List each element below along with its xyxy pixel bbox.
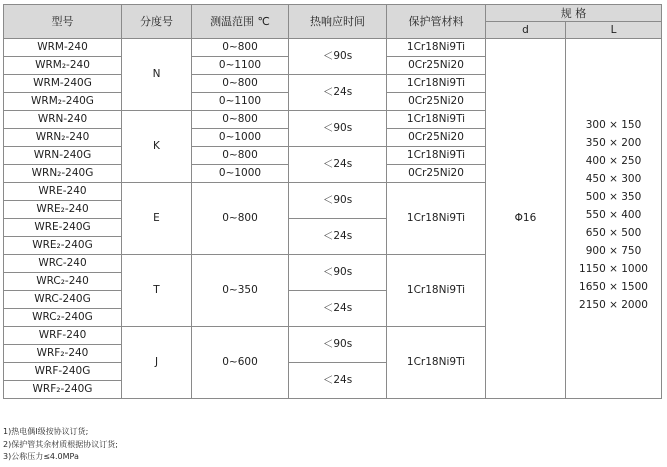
range-cell: 0~800 — [192, 75, 289, 93]
material-cell: 0Cr25Ni20 — [387, 165, 486, 183]
material-cell: 1Cr18Ni9Ti — [387, 75, 486, 93]
response-cell: ＜24s — [289, 75, 387, 111]
footnote: 1)热电偶Ⅰ级按协议订货; — [3, 427, 89, 436]
model-cell: WRM-240G — [4, 75, 122, 93]
model-cell: WRN₂-240G — [4, 165, 122, 183]
response-cell: ＜90s — [289, 39, 387, 75]
length-item: 2150 × 2000 — [579, 298, 648, 311]
range-cell: 0~800 — [192, 183, 289, 255]
model-cell: WRF₂-240 — [4, 345, 122, 363]
material-cell: 1Cr18Ni9Ti — [387, 255, 486, 327]
material-cell: 1Cr18Ni9Ti — [387, 183, 486, 255]
header-graduation: 分度号 — [122, 5, 192, 39]
graduation-cell: K — [122, 111, 192, 183]
range-cell: 0~600 — [192, 327, 289, 399]
model-cell: WRE-240G — [4, 219, 122, 237]
range-cell: 0~350 — [192, 255, 289, 327]
model-cell: WRF₂-240G — [4, 381, 122, 399]
header-material: 保护管材料 — [387, 5, 486, 39]
header-d: d — [486, 22, 566, 39]
length-item: 500 × 350 — [585, 190, 642, 203]
model-cell: WRE₂-240 — [4, 201, 122, 219]
length-item: 450 × 300 — [585, 172, 642, 185]
material-cell: 1Cr18Ni9Ti — [387, 327, 486, 399]
length-item: 350 × 200 — [585, 136, 642, 149]
model-cell: WRC-240G — [4, 291, 122, 309]
response-cell: ＜24s — [289, 291, 387, 327]
range-cell: 0~800 — [192, 111, 289, 129]
material-cell: 0Cr25Ni20 — [387, 57, 486, 75]
header-response: 热响应时间 — [289, 5, 387, 39]
response-cell: ＜24s — [289, 363, 387, 399]
range-cell: 0~1100 — [192, 57, 289, 75]
header-model: 型号 — [4, 5, 122, 39]
diameter-cell: Φ16 — [486, 39, 566, 399]
model-cell: WRF-240 — [4, 327, 122, 345]
material-cell: 1Cr18Ni9Ti — [387, 39, 486, 57]
material-cell: 0Cr25Ni20 — [387, 129, 486, 147]
range-cell: 0~800 — [192, 39, 289, 57]
range-cell: 0~800 — [192, 147, 289, 165]
model-cell: WRN₂-240 — [4, 129, 122, 147]
range-cell: 0~1000 — [192, 165, 289, 183]
range-cell: 0~1000 — [192, 129, 289, 147]
range-cell: 0~1100 — [192, 93, 289, 111]
header-L: L — [566, 22, 662, 39]
length-item: 1650 × 1500 — [579, 280, 648, 293]
model-cell: WRC₂-240G — [4, 309, 122, 327]
model-cell: WRN-240 — [4, 111, 122, 129]
model-cell: WRF-240G — [4, 363, 122, 381]
model-cell: WRC-240 — [4, 255, 122, 273]
graduation-cell: T — [122, 255, 192, 327]
material-cell: 0Cr25Ni20 — [387, 93, 486, 111]
material-cell: 1Cr18Ni9Ti — [387, 111, 486, 129]
response-cell: ＜24s — [289, 219, 387, 255]
length-list — [566, 120, 661, 318]
header-spec: 规 格 — [486, 5, 662, 22]
spec-table-body — [4, 39, 662, 399]
model-cell: WRE-240 — [4, 183, 122, 201]
response-cell: ＜24s — [289, 147, 387, 183]
footnote: 3)公称压力≤4.0MPa — [3, 452, 79, 461]
graduation-cell: N — [122, 39, 192, 111]
length-list-cell — [566, 39, 662, 399]
response-cell: ＜90s — [289, 111, 387, 147]
footnote: 2)保护管其余材质根据协议订货; — [3, 439, 118, 449]
length-item: 1150 × 1000 — [579, 262, 648, 275]
response-cell: ＜90s — [289, 327, 387, 363]
response-cell: ＜90s — [289, 255, 387, 291]
header-range: 测温范围 ℃ — [192, 5, 289, 39]
length-item: 300 × 150 — [585, 118, 642, 131]
model-cell: WRC₂-240 — [4, 273, 122, 291]
length-item: 550 × 400 — [585, 208, 642, 221]
spec-table — [3, 4, 662, 399]
graduation-cell: J — [122, 327, 192, 399]
graduation-cell: E — [122, 183, 192, 255]
model-cell: WRN-240G — [4, 147, 122, 165]
model-cell: WRM-240 — [4, 39, 122, 57]
length-item: 400 × 250 — [585, 154, 642, 167]
table-row — [4, 39, 662, 57]
model-cell: WRM₂-240 — [4, 57, 122, 75]
footnotes — [3, 426, 118, 464]
response-cell: ＜90s — [289, 183, 387, 219]
length-item: 900 × 750 — [585, 244, 642, 257]
material-cell: 1Cr18Ni9Ti — [387, 147, 486, 165]
model-cell: WRE₂-240G — [4, 237, 122, 255]
model-cell: WRM₂-240G — [4, 93, 122, 111]
length-item: 650 × 500 — [585, 226, 642, 239]
